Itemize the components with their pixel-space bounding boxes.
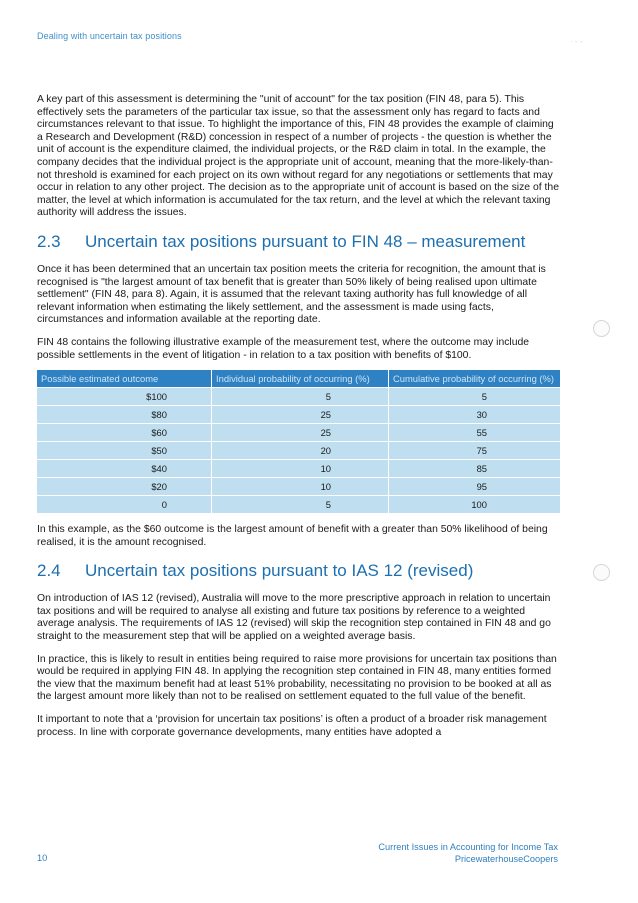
page-number: 10 — [37, 853, 48, 863]
table-row — [37, 424, 560, 442]
footer-publisher: PricewaterhouseCoopers — [454, 854, 558, 864]
cell-individual: 25 — [212, 406, 389, 424]
cell-outcome: $60 — [37, 424, 212, 442]
cell-cumulative: 30 — [389, 406, 561, 424]
footer-publication: Current Issues in Accounting for Income Tax — [378, 842, 558, 852]
cell-individual: 20 — [212, 442, 389, 460]
cell-outcome: $100 — [37, 388, 212, 406]
footer-credit — [378, 841, 558, 865]
cell-outcome: $50 — [37, 442, 212, 460]
section-2-4-paragraph-1: On introduction of IAS 12 (revised), Australia will move to the more prescriptive approach in relation to uncertain tax positions and will be required to analyse all existing and future tax positions by reference to a weighted average analysis. The requirements of IAS 12 (revised) will skip the recognition step contained in FIN 48 and go straight to the measurement step that will be applied on a weighted average basis. — [37, 593, 551, 643]
column-header-cumulative: Cumulative probability of occurring (%) — [389, 370, 561, 388]
cell-outcome: 0 — [37, 496, 212, 514]
cell-cumulative: 5 — [389, 388, 561, 406]
cell-cumulative: 85 — [389, 460, 561, 478]
section-2-3-paragraph-2: FIN 48 contains the following illustrative example of the measurement test, where the outcome may include possible settlements in the event of litigation - in relation to a tax position with benefits of $100. — [37, 336, 530, 361]
cell-cumulative: 55 — [389, 424, 561, 442]
section-2-3-paragraph-3: In this example, as the $60 outcome is the largest amount of benefit with a greater than 50% likelihood of being realised, it is the amount recognised. — [37, 524, 548, 548]
cell-outcome: $80 — [37, 406, 212, 424]
section-2-3-number: 2.3 — [37, 231, 61, 251]
cell-cumulative: 100 — [389, 496, 561, 514]
cell-outcome: $40 — [37, 460, 212, 478]
table-row — [37, 496, 560, 514]
corner-mark: · - - — [570, 37, 583, 46]
table-row — [37, 406, 560, 424]
section-2-3-paragraph-1: Once it has been determined that an uncertain tax position meets the criteria for recognition, the amount that is recognised is "the largest amount of tax benefit that is greater than 50% likely of being realised upon ultimate settlement" (FIN 48, para 8). Again, it is assumed that the relevant taxing authority has full knowledge of all relevant information when estimating the likely settlement, and the assessment is made using facts, circumstances and information available at the reporting date. — [37, 263, 546, 326]
section-2-4-paragraph-3: It important to note that a ‘provision for uncertain tax positions’ is often a product of a broader risk management process. In line with corporate governance developments, many entities have adopted a — [37, 714, 547, 738]
table-header-row — [37, 370, 560, 388]
section-2-4-title: Uncertain tax positions pursuant to IAS 12 (revised) — [85, 561, 474, 581]
cell-cumulative: 95 — [389, 478, 561, 496]
cell-cumulative: 75 — [389, 442, 561, 460]
table-row — [37, 478, 560, 496]
binder-hole-upper — [593, 320, 610, 337]
measurement-table — [37, 370, 560, 513]
page-body — [37, 94, 561, 749]
section-2-4-number: 2.4 — [37, 561, 61, 581]
binder-hole-lower — [593, 564, 610, 581]
table-row — [37, 442, 560, 460]
section-2-4-paragraph-2: In practice, this is likely to result in entities being required to raise more provisions for uncertain tax positions than would be required in applying FIN 48. In applying the recognition step contained in FIN 48, many entities formed the view that the maximum benefit had at least 51% probability, necessitating no provision to be booked at all as the largest amount more likely than not to be realised on settlement equated to the full value of the benefit. — [37, 653, 557, 703]
section-2-4-heading — [37, 561, 561, 581]
table-row — [37, 388, 560, 406]
cell-individual: 25 — [212, 424, 389, 442]
intro-paragraph: A key part of this assessment is determining the "unit of account" for the tax position (FIN 48, para 5). This effectively sets the parameters of the particular tax issue, so that the assessment only has regard to facts and circumstances relevant to that issue. To highlight the importance of this, FIN 48 provides the example of claiming a Research and Development (R&D) concession in respect of a number of projects - the question is whether the unit of account is the expenditure claimed, the individual projects, or the R&D claim in total. In the example, the company decides that the individual project is the appropriate unit of account, meaning that the more-likely-than-not threshold is examined for each project on its own without regard for any negotiations or settlements that may occur in relation to any other project. The decision as to the appropriate unit of account is based on the size of the matter, the level at which information is accumulated for the tax return, and the level at which the relevant taxing authority will address the issues. — [37, 94, 559, 219]
running-header: Dealing with uncertain tax positions — [37, 31, 182, 41]
section-2-3-title: Uncertain tax positions pursuant to FIN 48 – measurement — [85, 231, 526, 251]
cell-individual: 5 — [212, 496, 389, 514]
column-header-individual: Individual probability of occurring (%) — [212, 370, 389, 388]
cell-outcome: $20 — [37, 478, 212, 496]
cell-individual: 5 — [212, 388, 389, 406]
column-header-outcome: Possible estimated outcome — [37, 370, 212, 388]
cell-individual: 10 — [212, 478, 389, 496]
table-row — [37, 460, 560, 478]
cell-individual: 10 — [212, 460, 389, 478]
section-2-3-heading — [37, 232, 561, 252]
